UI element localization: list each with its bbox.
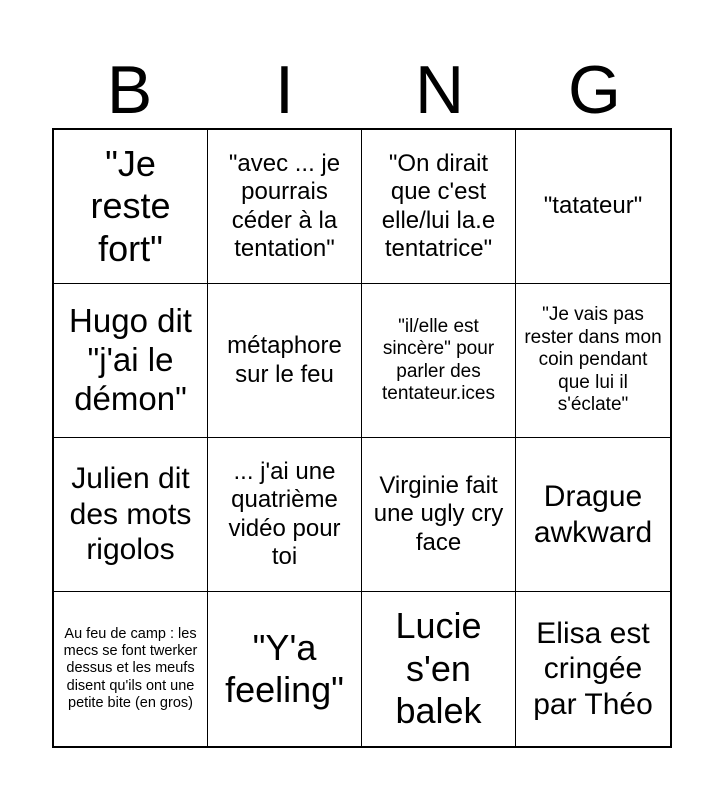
bingo-cell-text: "tatateur": [543, 192, 643, 220]
bingo-cell: [362, 592, 516, 746]
bingo-cell: [362, 130, 516, 284]
bingo-cell-text: "Je reste fort": [90, 142, 171, 269]
bingo-cell-text: Virginie fait une ugly cry face: [373, 472, 504, 556]
bingo-cell: [516, 130, 670, 284]
header-letter-n: N: [414, 52, 465, 128]
bingo-cell: [362, 438, 516, 592]
bingo-cell: [54, 130, 208, 284]
bingo-cell: [208, 592, 362, 746]
bingo-cell-text: ... j'ai une quatrième vidéo pour toi: [228, 457, 341, 570]
header-letter-b: B: [106, 52, 153, 128]
bingo-cell-text: métaphore sur le feu: [227, 332, 342, 388]
bingo-cell-text: "Je vais pas rester dans mon coin pendant que lui il s'éclate": [524, 304, 662, 416]
bingo-cell: [208, 130, 362, 284]
bingo-cell-text: Elisa est cringée par Théo: [533, 616, 653, 721]
bingo-header: [52, 52, 672, 128]
bingo-cell-text: "il/elle est sincère" pour parler des tentateur.ices: [381, 315, 496, 404]
bingo-cell-text: Lucie s'en balek: [395, 605, 482, 732]
bingo-cell-text: "avec ... je pourrais céder à la tentation": [228, 149, 341, 262]
bingo-cell-text: Drague awkward: [533, 480, 653, 549]
bingo-card: [52, 128, 672, 748]
bingo-cell: [54, 592, 208, 746]
bingo-cell: [516, 592, 670, 746]
header-letter-g: G: [568, 52, 621, 128]
bingo-cell-text: Au feu de camp : les mecs se font twerker dessus et les meufs disent qu'ils ont une petite bite (en gros): [63, 626, 198, 711]
bingo-cell-text: Hugo dit "j'ai le démon": [69, 302, 192, 417]
bingo-cell-text: "On dirait que c'est elle/lui la.e tentatrice": [381, 149, 496, 262]
bingo-cell: [54, 438, 208, 592]
bingo-cell: [516, 284, 670, 438]
bingo-cell: [516, 438, 670, 592]
header-letter-i: I: [275, 52, 294, 128]
bingo-cell: [208, 438, 362, 592]
bingo-cell: [54, 284, 208, 438]
bingo-cell-text: "Y'a feeling": [225, 626, 344, 710]
bingo-cell: [362, 284, 516, 438]
bingo-cell: [208, 284, 362, 438]
bingo-cell-text: Julien dit des mots rigolos: [69, 462, 192, 567]
